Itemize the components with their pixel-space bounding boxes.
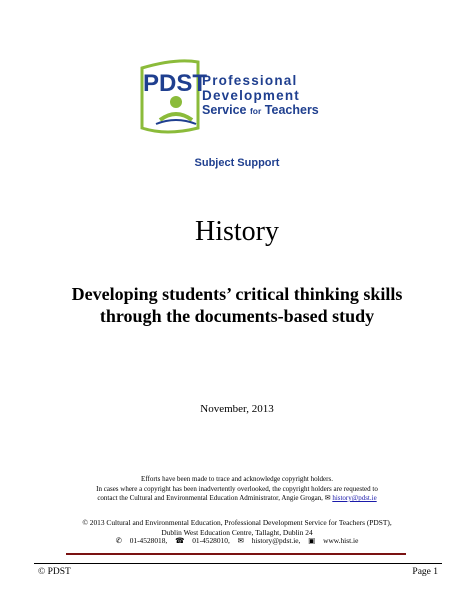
- logo-line-2: Development: [202, 88, 300, 103]
- pdst-logo: [136, 58, 336, 142]
- page-title: History: [195, 216, 279, 247]
- copyright-line-2: Dublin West Education Centre, Tallaght, Dublin 24: [161, 527, 313, 537]
- web-icon: ▣: [308, 536, 316, 545]
- logo-line-3-teachers: Teachers: [264, 103, 319, 117]
- subtitle-line-1: Developing students’ critical thinking skills: [71, 284, 403, 304]
- footer-divider-red: [66, 553, 406, 555]
- logo-abbr: PDST: [143, 70, 208, 97]
- footer-copyright: © PDST: [38, 567, 71, 577]
- copyright-line-1: © 2013 Cultural and Environmental Education, Professional Development Service for Teachers (PDST),: [82, 518, 392, 527]
- contact-row: [0, 536, 474, 545]
- fax-number: 01-4528010,: [192, 536, 230, 545]
- document-subtitle: [0, 283, 474, 327]
- logo-wordmark: [202, 73, 319, 119]
- subject-support-heading: Subject Support: [194, 157, 280, 169]
- copyright-block: [0, 518, 474, 537]
- logo-line-3-service: Service: [202, 103, 247, 117]
- copyright-note-line-3: [0, 494, 474, 504]
- logo-line-3: [202, 103, 319, 119]
- phone-number: 01-4528018,: [129, 536, 168, 545]
- copyright-note-line-2: In cases where a copyright has been inadvertently overlooked, the copyright holders are requested to: [96, 484, 378, 493]
- publication-date: November, 2013: [200, 403, 274, 415]
- contact-email-icon: ✉: [237, 536, 244, 545]
- footer-page-number: Page 1: [412, 567, 438, 577]
- fax-icon: ☎: [175, 536, 185, 545]
- contact-email[interactable]: history@pdst.ie,: [251, 536, 301, 545]
- copyright-note: [0, 475, 474, 504]
- copyright-note-line-3-text: contact the Cultural and Environmental Education Administrator, Angie Grogan,: [97, 494, 323, 502]
- phone-icon: ✆: [115, 536, 122, 545]
- subtitle-line-2: through the documents-based study: [99, 306, 375, 326]
- website-link[interactable]: www.hist.ie: [323, 536, 359, 545]
- copyright-note-line-1: Efforts have been made to trace and acknowledge copyright holders.: [141, 475, 333, 483]
- logo-line-1: Professional: [202, 73, 298, 88]
- email-icon: ✉: [324, 494, 331, 502]
- logo-line-3-for: for: [249, 106, 262, 116]
- footer-divider: [34, 563, 442, 564]
- history-email-link[interactable]: history@pdst.ie: [332, 494, 377, 502]
